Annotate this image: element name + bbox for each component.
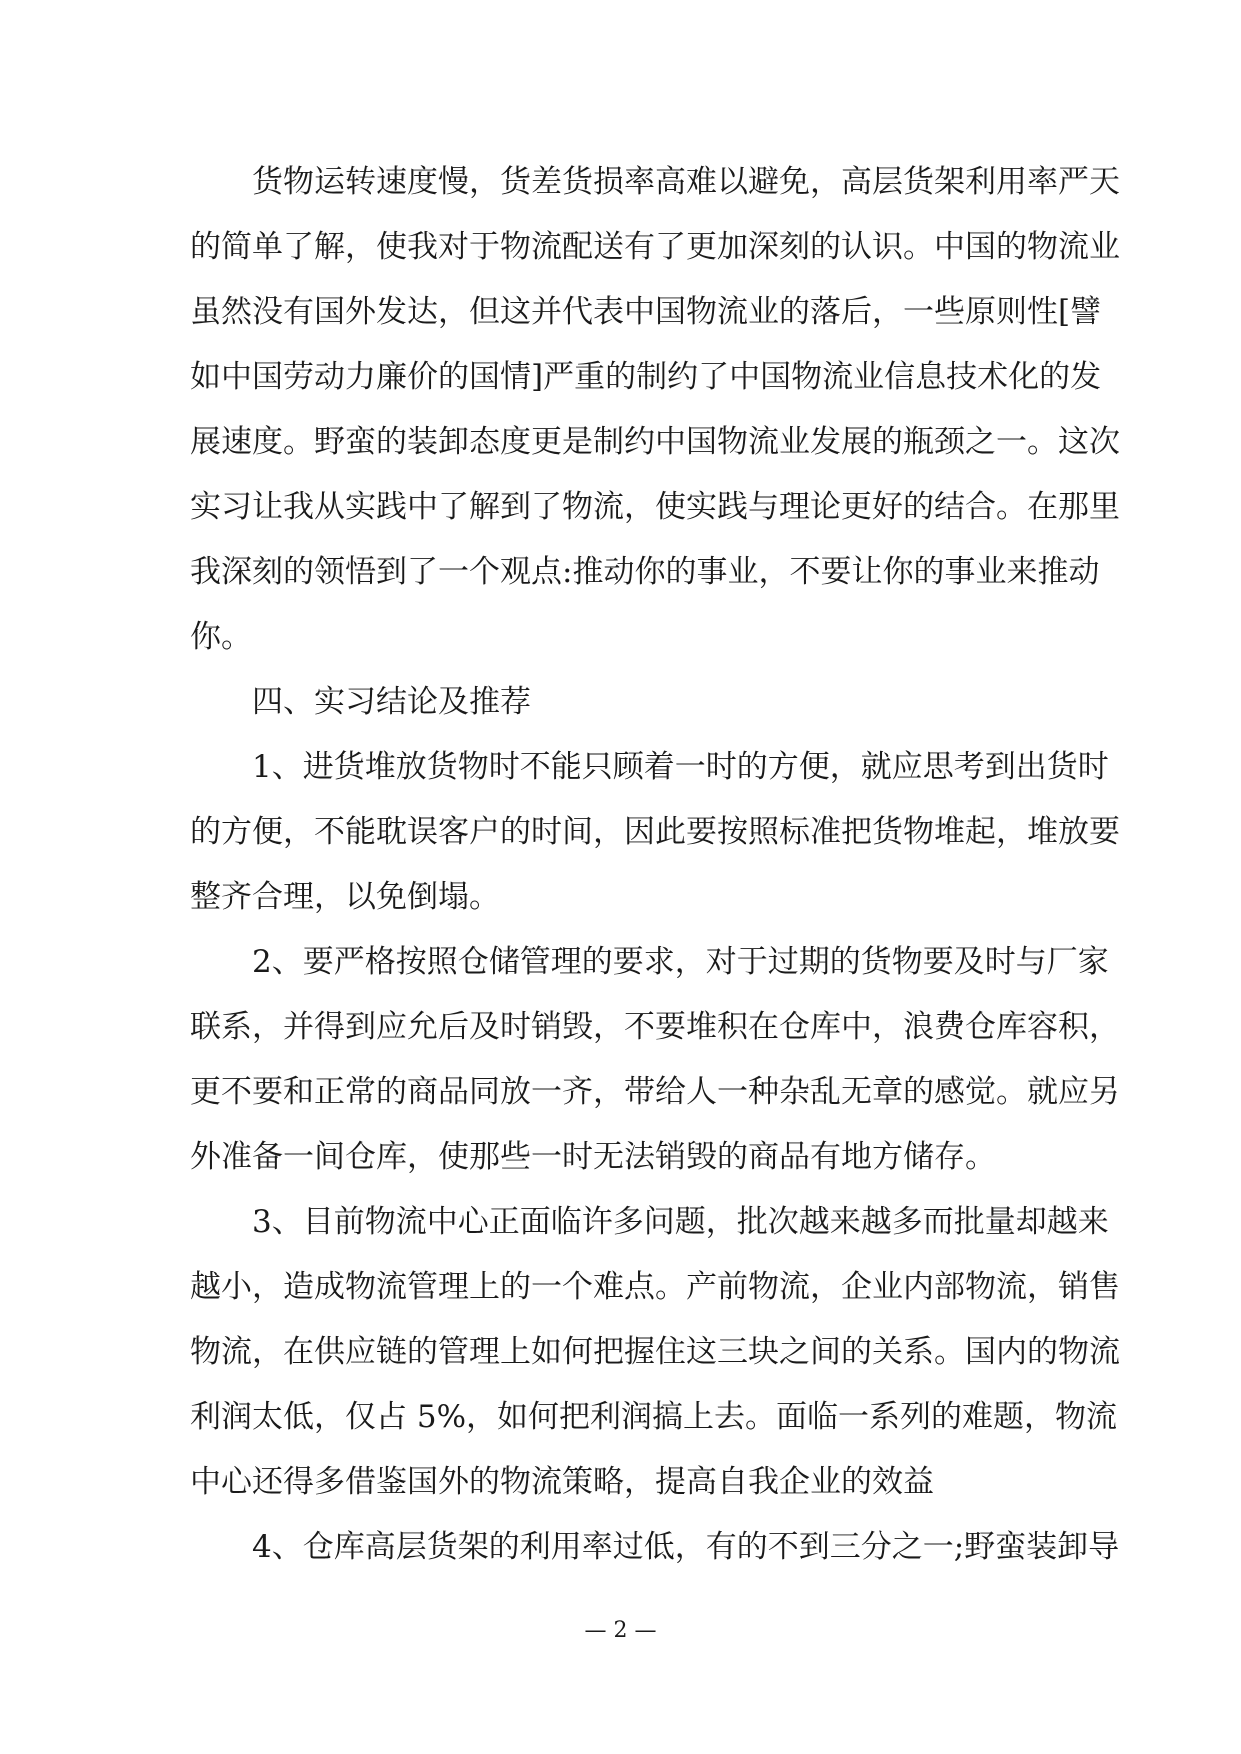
text-line: 3、目前物流中心正面临许多问题，批次越来越多而批量却越来: [252, 1204, 1109, 1240]
list-item: [190, 1190, 1120, 1515]
text-line: 4、仓库高层货架的利用率过低，有的不到三分之一;野蛮装卸导: [252, 1529, 1120, 1565]
text-line: 1、进货堆放货物时不能只顾着一时的方便，就应思考到出货时: [252, 749, 1109, 785]
text-line: 物流，在供应链的管理上如何把握住这三块之间的关系。国内的物流: [190, 1334, 1120, 1370]
body-text: [190, 150, 1120, 1580]
list-item: [190, 930, 1120, 1190]
text-line: 更不要和正常的商品同放一齐，带给人一种杂乱无章的感觉。就应另: [190, 1074, 1120, 1110]
text-line: 越小，造成物流管理上的一个难点。产前物流，企业内部物流，销售: [190, 1269, 1120, 1305]
section-heading: [190, 670, 1062, 735]
text-line: 外准备一间仓库，使那些一时无法销毁的商品有地方储存。: [190, 1139, 996, 1175]
list-item: [190, 1515, 1120, 1580]
text-line: 货物运转速度慢，货差货损率高难以避免，高层货架利用率严天: [252, 164, 1120, 200]
text-line: 如中国劳动力廉价的国情]严重的制约了中国物流业信息技术化的发: [190, 359, 1102, 395]
paragraph: [190, 150, 1120, 670]
page-number: — 2 —: [584, 1618, 657, 1643]
text-line: 的简单了解，使我对于物流配送有了更加深刻的认识。中国的物流业: [190, 229, 1120, 265]
text-line: 我深刻的领悟到了一个观点:推动你的事业，不要让你的事业来推动: [190, 554, 1100, 590]
text-line: 展速度。野蛮的装卸态度更是制约中国物流业发展的瓶颈之一。这次: [190, 424, 1120, 460]
list-item: [190, 735, 1120, 930]
text-line: 整齐合理，以免倒塌。: [190, 879, 500, 915]
text-line: 虽然没有国外发达，但这并代表中国物流业的落后，一些原则性[譬: [190, 294, 1102, 330]
text-line: 你。: [190, 619, 252, 655]
text-line: 利润太低，仅占 5%，如何把利润搞上去。面临一系列的难题，物流: [190, 1399, 1118, 1435]
text-line: 实习让我从实践中了解到了物流，使实践与理论更好的结合。在那里: [190, 489, 1120, 525]
heading-line: 四、实习结论及推荐: [252, 684, 531, 720]
text-line: 联系，并得到应允后及时销毁，不要堆积在仓库中，浪费仓库容积，: [190, 1009, 1120, 1045]
text-line: 中心还得多借鉴国外的物流策略，提高自我企业的效益: [190, 1464, 934, 1500]
text-line: 的方便，不能耽误客户的时间，因此要按照标准把货物堆起，堆放要: [190, 814, 1120, 850]
text-line: 2、要严格按照仓储管理的要求，对于过期的货物要及时与厂家: [252, 944, 1109, 980]
